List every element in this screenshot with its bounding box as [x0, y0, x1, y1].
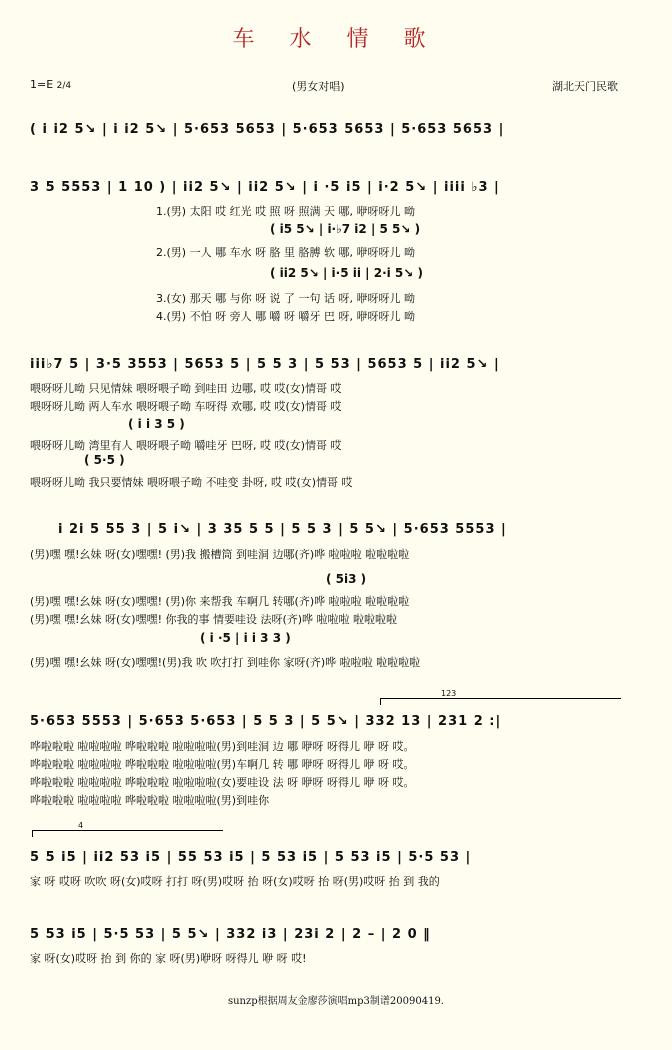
- transcription-credit: sunzp根据周友金廖莎演唱mp3制谱20090419.: [227, 996, 444, 1007]
- volta-label: 123: [441, 689, 457, 698]
- alt-notation: ( 5·5 ): [84, 453, 125, 467]
- volta-bracket: [380, 689, 621, 705]
- notation-line: ( i i2 5↘ | i i2 5↘ | 5·653 5653 | 5·653 5653 | 5·653 5653 |: [30, 122, 505, 137]
- lyric-line: 喂呀呀儿呦 只见情妹 喂呀喂子呦 到哇田 边哪, 哎 哎(女)情哥 哎: [30, 382, 342, 395]
- lyric-line: (男)嘿 嘿!幺妹 呀(女)嘿嘿! (男)你 来帮我 车啊几 转哪(齐)哗 啦啦啦 啦啦啦啦: [30, 595, 410, 608]
- lyric-line: 喂呀呀儿呦 我只要情妹 喂呀喂子呦 不哇变 卦呀, 哎 哎(女)情哥 哎: [30, 476, 353, 489]
- lyric-line: 哗啦啦啦 啦啦啦啦 哗啦啦啦 啦啦啦啦(女)要哇设 法 呀 咿呀 呀得儿 咿 呀 哎。: [30, 776, 415, 789]
- volta-label: 4: [78, 821, 84, 830]
- lyric-line: 哗啦啦啦 啦啦啦啦 哗啦啦啦 啦啦啦啦(男)到哇洞 边 哪 咿呀 呀得儿 咿 呀 哎。: [30, 740, 415, 753]
- notation-line: 5 53 i5 | 5·5 53 | 5 5↘ | 332 i3 | 23i 2 | 2 – | 2 0 ‖: [30, 927, 431, 942]
- lyric-line: (男)嘿 嘿!幺妹 呀(女)嘿嘿! (男)我 搬槽筒 到哇洞 边哪(齐)哗 啦啦啦 啦啦啦啦: [30, 548, 410, 561]
- notation-line: 5·653 5553 | 5·653 5·653 | 5 5 3 | 5 5↘ | 332 13 | 231 2 :|: [30, 714, 502, 729]
- volta-bracket: [32, 821, 223, 837]
- notation-line: 5 5 i5 | ii2 53 i5 | 55 53 i5 | 5 53 i5 | 5 53 i5 | 5·5 53 |: [30, 850, 472, 865]
- lyric-line: 家 呀(女)哎呀 抬 到 你的 家 呀(男)咿呀 呀得儿 咿 呀 哎!: [30, 952, 307, 965]
- time-signature: 2/4: [56, 81, 72, 91]
- alt-notation: ( 5i3 ): [326, 572, 367, 586]
- lyric-line: 3.(女) 那天 哪 与你 呀 说 了 一句 话 呀, 咿呀呀儿 呦: [156, 292, 416, 305]
- lyric-line: 喂呀呀儿呦 两人车水 喂呀喂子呦 车呀得 欢哪, 哎 哎(女)情哥 哎: [30, 400, 342, 413]
- lyric-line: 哗啦啦啦 啦啦啦啦 哗啦啦啦 啦啦啦啦(男)车啊几 转 哪 咿呀 呀得儿 咿 呀 哎。: [30, 758, 415, 771]
- lyric-line: (男)嘿 嘿!幺妹 呀(女)嘿嘿!(男)我 吹 吹打打 到哇你 家呀(齐)哗 啦啦啦 啦啦啦啦: [30, 656, 421, 669]
- key-signature: [30, 78, 71, 91]
- alt-notation: ( ii2 5↘ | i·5 ii | 2·i 5↘ ): [270, 266, 423, 280]
- notation-line: iii♭7 5 | 3·5 3553 | 5653 5 | 5 5 3 | 5 53 | 5653 5 | ii2 5↘ |: [30, 357, 500, 372]
- lyric-line: 4.(男) 不怕 呀 旁人 哪 嚼 呀 嚼牙 巴 呀, 咿呀呀儿 呦: [156, 310, 416, 323]
- notation-line: i 2i 5 55 3 | 5 i↘ | 3 35 5 5 | 5 5 3 | 5 5↘ | 5·653 5553 |: [58, 522, 507, 537]
- lyric-line: (男)嘿 嘿!幺妹 呀(女)嘿嘿! 你我的事 情要哇设 法呀(齐)哗 啦啦啦 啦啦啦啦: [30, 613, 398, 626]
- lyric-line: 2.(男) 一人 哪 车水 呀 胳 里 胳膊 软 哪, 咿呀呀儿 呦: [156, 246, 416, 259]
- alt-notation: ( i i 3 5 ): [128, 417, 185, 431]
- lyric-line: 喂呀呀儿呦 湾里有人 喂呀喂子呦 嚼哇牙 巴呀, 哎 哎(女)情哥 哎: [30, 439, 342, 452]
- performance-note: (男女对唱): [292, 80, 345, 93]
- notation-line: 3 5 5553 | 1 10 ) | ii2 5↘ | ii2 5↘ | i ·5 i5 | i·2 5↘ | iiii ♭3 |: [30, 180, 500, 195]
- lyric-line: 家 呀 哎呀 吹吹 呀(女)哎呀 打打 呀(男)哎呀 抬 呀(女)哎呀 抬 呀(男)哎呀 抬 到 我的: [30, 875, 440, 888]
- song-title: 车 水 情 歌: [232, 27, 440, 52]
- alt-notation: ( i5 5↘ | i·♭7 i2 | 5 5↘ ): [270, 222, 421, 236]
- genre-label: 湖北天门民歌: [552, 80, 618, 93]
- lyric-line: 哗啦啦啦 啦啦啦啦 哗啦啦啦 啦啦啦啦(男)到哇你: [30, 794, 270, 807]
- alt-notation: ( i ·5 | i i 3 3 ): [200, 631, 291, 645]
- key-label: 1=E: [30, 78, 54, 91]
- lyric-line: 1.(男) 太阳 哎 红光 哎 照 呀 照满 天 哪, 咿呀呀儿 呦: [156, 205, 416, 218]
